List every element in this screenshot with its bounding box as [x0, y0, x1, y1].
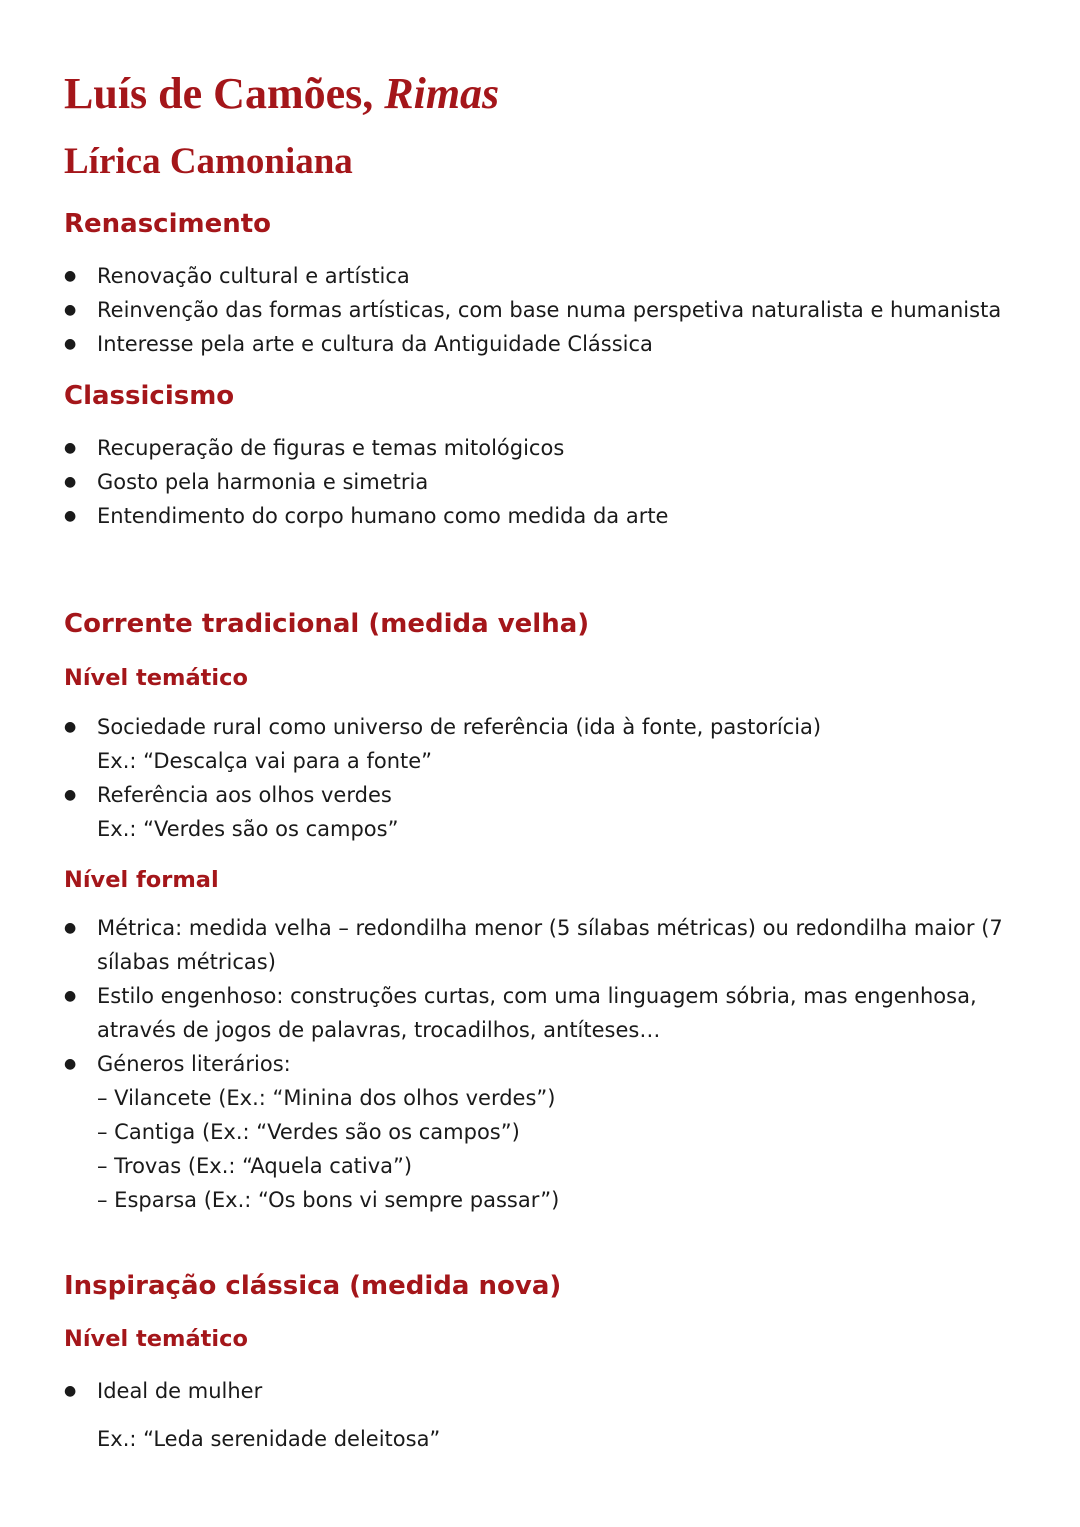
genre-item: – Trovas (Ex.: “Aquela cativa”) [97, 1154, 413, 1178]
list-item-continuation: através de jogos de palavras, trocadilhos, antíteses… [97, 1018, 661, 1042]
list-item: Interesse pela arte e cultura da Antiguidade Clássica [97, 332, 653, 356]
document-subtitle: Lírica Camoniana [64, 141, 353, 182]
example-line: Ex.: “Leda serenidade deleitosa” [97, 1427, 441, 1451]
list-item: Renovação cultural e artística [97, 264, 410, 288]
bullet-icon: ● [64, 302, 77, 318]
bullet-icon: ● [64, 336, 77, 352]
section-heading-classica: Inspiração clássica (medida nova) [64, 1271, 562, 1301]
bullet-icon: ● [64, 719, 77, 735]
genre-item: – Vilancete (Ex.: “Minina dos olhos verdes”) [97, 1086, 556, 1110]
document-title [64, 69, 499, 119]
bullet-icon: ● [64, 787, 77, 803]
bullet-icon: ● [64, 1056, 77, 1072]
title-main: Luís de Camões, [64, 69, 374, 118]
bullet-icon: ● [64, 474, 77, 490]
example-line: Ex.: “Verdes são os campos” [97, 817, 399, 841]
bullet-icon: ● [64, 988, 77, 1004]
bullet-icon: ● [64, 920, 77, 936]
section-heading-renascimento: Renascimento [64, 209, 272, 239]
bullet-icon: ● [64, 508, 77, 524]
list-item-continuation: sílabas métricas) [97, 950, 276, 974]
subsection-heading-tematico-classica: Nível temático [64, 1326, 248, 1352]
list-item: Recuperação de figuras e temas mitológicos [97, 436, 565, 460]
bullet-icon: ● [64, 268, 77, 284]
list-item: Entendimento do corpo humano como medida da arte [97, 504, 669, 528]
genre-item: – Cantiga (Ex.: “Verdes são os campos”) [97, 1120, 520, 1144]
list-item: Sociedade rural como universo de referência (ida à fonte, pastorícia) [97, 715, 822, 739]
list-item: Referência aos olhos verdes [97, 783, 392, 807]
bullet-icon: ● [64, 1383, 77, 1399]
list-item: Géneros literários: [97, 1052, 291, 1076]
bullet-icon: ● [64, 440, 77, 456]
subsection-heading-formal: Nível formal [64, 867, 219, 893]
section-heading-classicismo: Classicismo [64, 381, 235, 411]
list-item: Reinvenção das formas artísticas, com base numa perspetiva naturalista e humanista [97, 298, 1002, 322]
list-item: Gosto pela harmonia e simetria [97, 470, 429, 494]
list-item: Métrica: medida velha – redondilha menor (5 sílabas métricas) ou redondilha maior (7 [97, 916, 1003, 940]
list-item: Ideal de mulher [97, 1379, 263, 1403]
section-heading-tradicional: Corrente tradicional (medida velha) [64, 609, 590, 639]
list-item: Estilo engenhoso: construções curtas, com uma linguagem sóbria, mas engenhosa, [97, 984, 977, 1008]
example-line: Ex.: “Descalça vai para a fonte” [97, 749, 433, 773]
title-italic: Rimas [384, 69, 500, 118]
subsection-heading-tematico: Nível temático [64, 665, 248, 691]
genre-item: – Esparsa (Ex.: “Os bons vi sempre passar”) [97, 1188, 560, 1212]
